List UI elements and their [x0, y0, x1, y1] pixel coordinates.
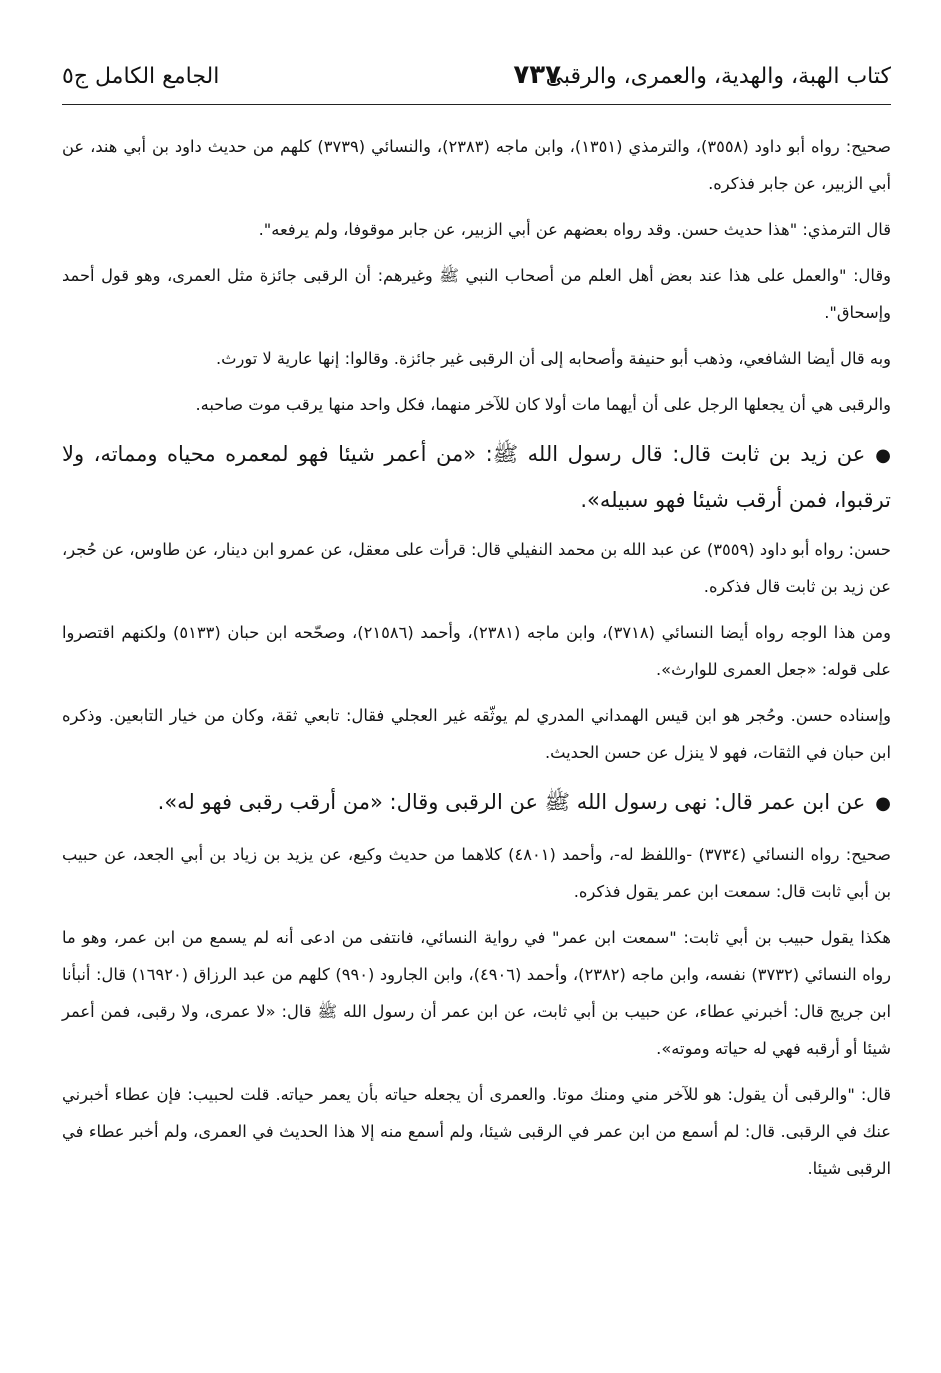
- paragraph-text: وقال: "والعمل على هذا عند بعض أهل العلم من أصحاب النبي ﷺ وغيرهم: أن الرقبى جائزة مثل العمرى، وهو قول أحمد وإسحاق".: [62, 266, 891, 322]
- paragraph-text: قال الترمذي: "هذا حديث حسن. وقد رواه بعضهم عن أبي الزبير، عن جابر موقوفا، ولم يرفعه".: [258, 220, 891, 239]
- page-number: ٧٣٧: [513, 60, 561, 90]
- paragraph-9: [62, 697, 891, 771]
- paragraph-7: [62, 531, 891, 605]
- paragraph-4: [62, 340, 891, 377]
- paragraph-text: وإسناده حسن. وحُجر هو ابن قيس الهمداني المدري لم يوثّقه غير العجلي فقال: تابعي ثقة، وكان من خيار التابعين. وذكره ابن حبان في الثقات، فهو لا ينزل عن حسن الحديث.: [62, 706, 891, 762]
- paragraph-text: وبه قال أيضا الشافعي، وذهب أبو حنيفة وأصحابه إلى أن الرقبى غير جائزة. وقالوا: إنها عارية لا تورث.: [215, 349, 891, 368]
- paragraph-1: [62, 128, 891, 202]
- bullet-icon: ●: [875, 445, 891, 466]
- hadith-1: [62, 432, 891, 522]
- page-body: [62, 128, 891, 1196]
- paragraph-text: صحيح: رواه النسائي (٣٧٣٤) -واللفظ له-، وأحمد (٤٨٠١) كلاهما من حديث وكيع، عن يزيد بن زياد بن أبي الجعد، عن حبيب بن أبي ثابت قال: سمعت ابن عمر يقول فذكره.: [62, 845, 891, 901]
- paragraph-8: [62, 614, 891, 688]
- book-title: الجامع الكامل ج٥: [62, 64, 220, 89]
- paragraph-12: [62, 919, 891, 1067]
- paragraph-text: هكذا يقول حبيب بن أبي ثابت: "سمعت ابن عمر" في رواية النسائي، فانتفى من ادعى أنه لم يسمع من ابن عمر، وهو ما رواه النسائي (٣٧٣٢) نفسه، وابن ماجه (٢٣٨٢)، وأحمد (٤٩٠٦)، وابن الجارود (٩٩٠) كلهم من عبد الرزاق (١٦٩٢٠) قال: أنبأنا ابن جريج قال: أخبرني عطاء، عن حبيب بن أبي ثابت، عن ابن عمر أن رسول الله ﷺ قال: «لا عمرى، ولا رقبى، فمن أعمر شيئا أو أرقبه فهي له حياته وموته».: [62, 928, 892, 1058]
- paragraph-text: قال: "والرقبى أن يقول: هو للآخر مني ومنك موتا. والعمرى أن يجعله حياته بأن يعمر حياته. قلت لحبيب: فإن عطاء أخبرني عنك في الرقبى. قال: لم أسمع من ابن عمر في الرقبى شيئا، ولم أسمع منه إلا هذا الحديث في العمرى، ولم أخبر عطاء في الرقبى شيئا.: [62, 1085, 891, 1178]
- paragraph-5: [62, 386, 891, 423]
- paragraph-13: [62, 1076, 891, 1187]
- bullet-icon: ●: [875, 793, 891, 814]
- paragraph-2: [62, 211, 891, 248]
- paragraph-text: حسن: رواه أبو داود (٣٥٥٩) عن عبد الله بن محمد النفيلي قال: قرأت على معقل، عن عمرو ابن دينار، عن طاوس، عن حُجر، عن زيد بن ثابت قال فذكره.: [62, 540, 891, 596]
- header-rule: [62, 104, 891, 105]
- paragraph-text: والرقبى هي أن يجعلها الرجل على أن أيهما مات أولا كان للآخر منهما، فكل واحد منها يرقب موت صاحبه.: [195, 395, 891, 414]
- paragraph-text: ومن هذا الوجه رواه أيضا النسائي (٣٧١٨)، وابن ماجه (٢٣٨١)، وأحمد (٢١٥٨٦)، وصحّحه ابن حبان (٥١٣٣) ولكنهم اقتصروا على قوله: «جعل العمرى للوارث».: [62, 623, 891, 679]
- chapter-title: كتاب الهبة، والهدية، والعمرى، والرقبى: [545, 64, 891, 89]
- paragraph-11: [62, 836, 891, 910]
- hadith-text: عن ابن عمر قال: نهى رسول الله ﷺ عن الرقبى وقال: «من أرقب رقبى فهو له».: [157, 790, 866, 814]
- page-header: [62, 58, 891, 98]
- hadith-2: [62, 780, 891, 826]
- hadith-text: عن زيد بن ثابت قال: قال رسول الله ﷺ: «من أعمر شيئا فهو لمعمره محياه ومماته، ولا ترقبوا، فمن أرقب شيئا فهو سبيله».: [62, 442, 891, 512]
- paragraph-text: صحيح: رواه أبو داود (٣٥٥٨)، والترمذي (١٣٥١)، وابن ماجه (٢٣٨٣)، والنسائي (٣٧٣٩) كلهم من حديث داود بن أبي هند، عن أبي الزبير، عن جابر فذكره.: [62, 137, 891, 193]
- paragraph-3: [62, 257, 891, 331]
